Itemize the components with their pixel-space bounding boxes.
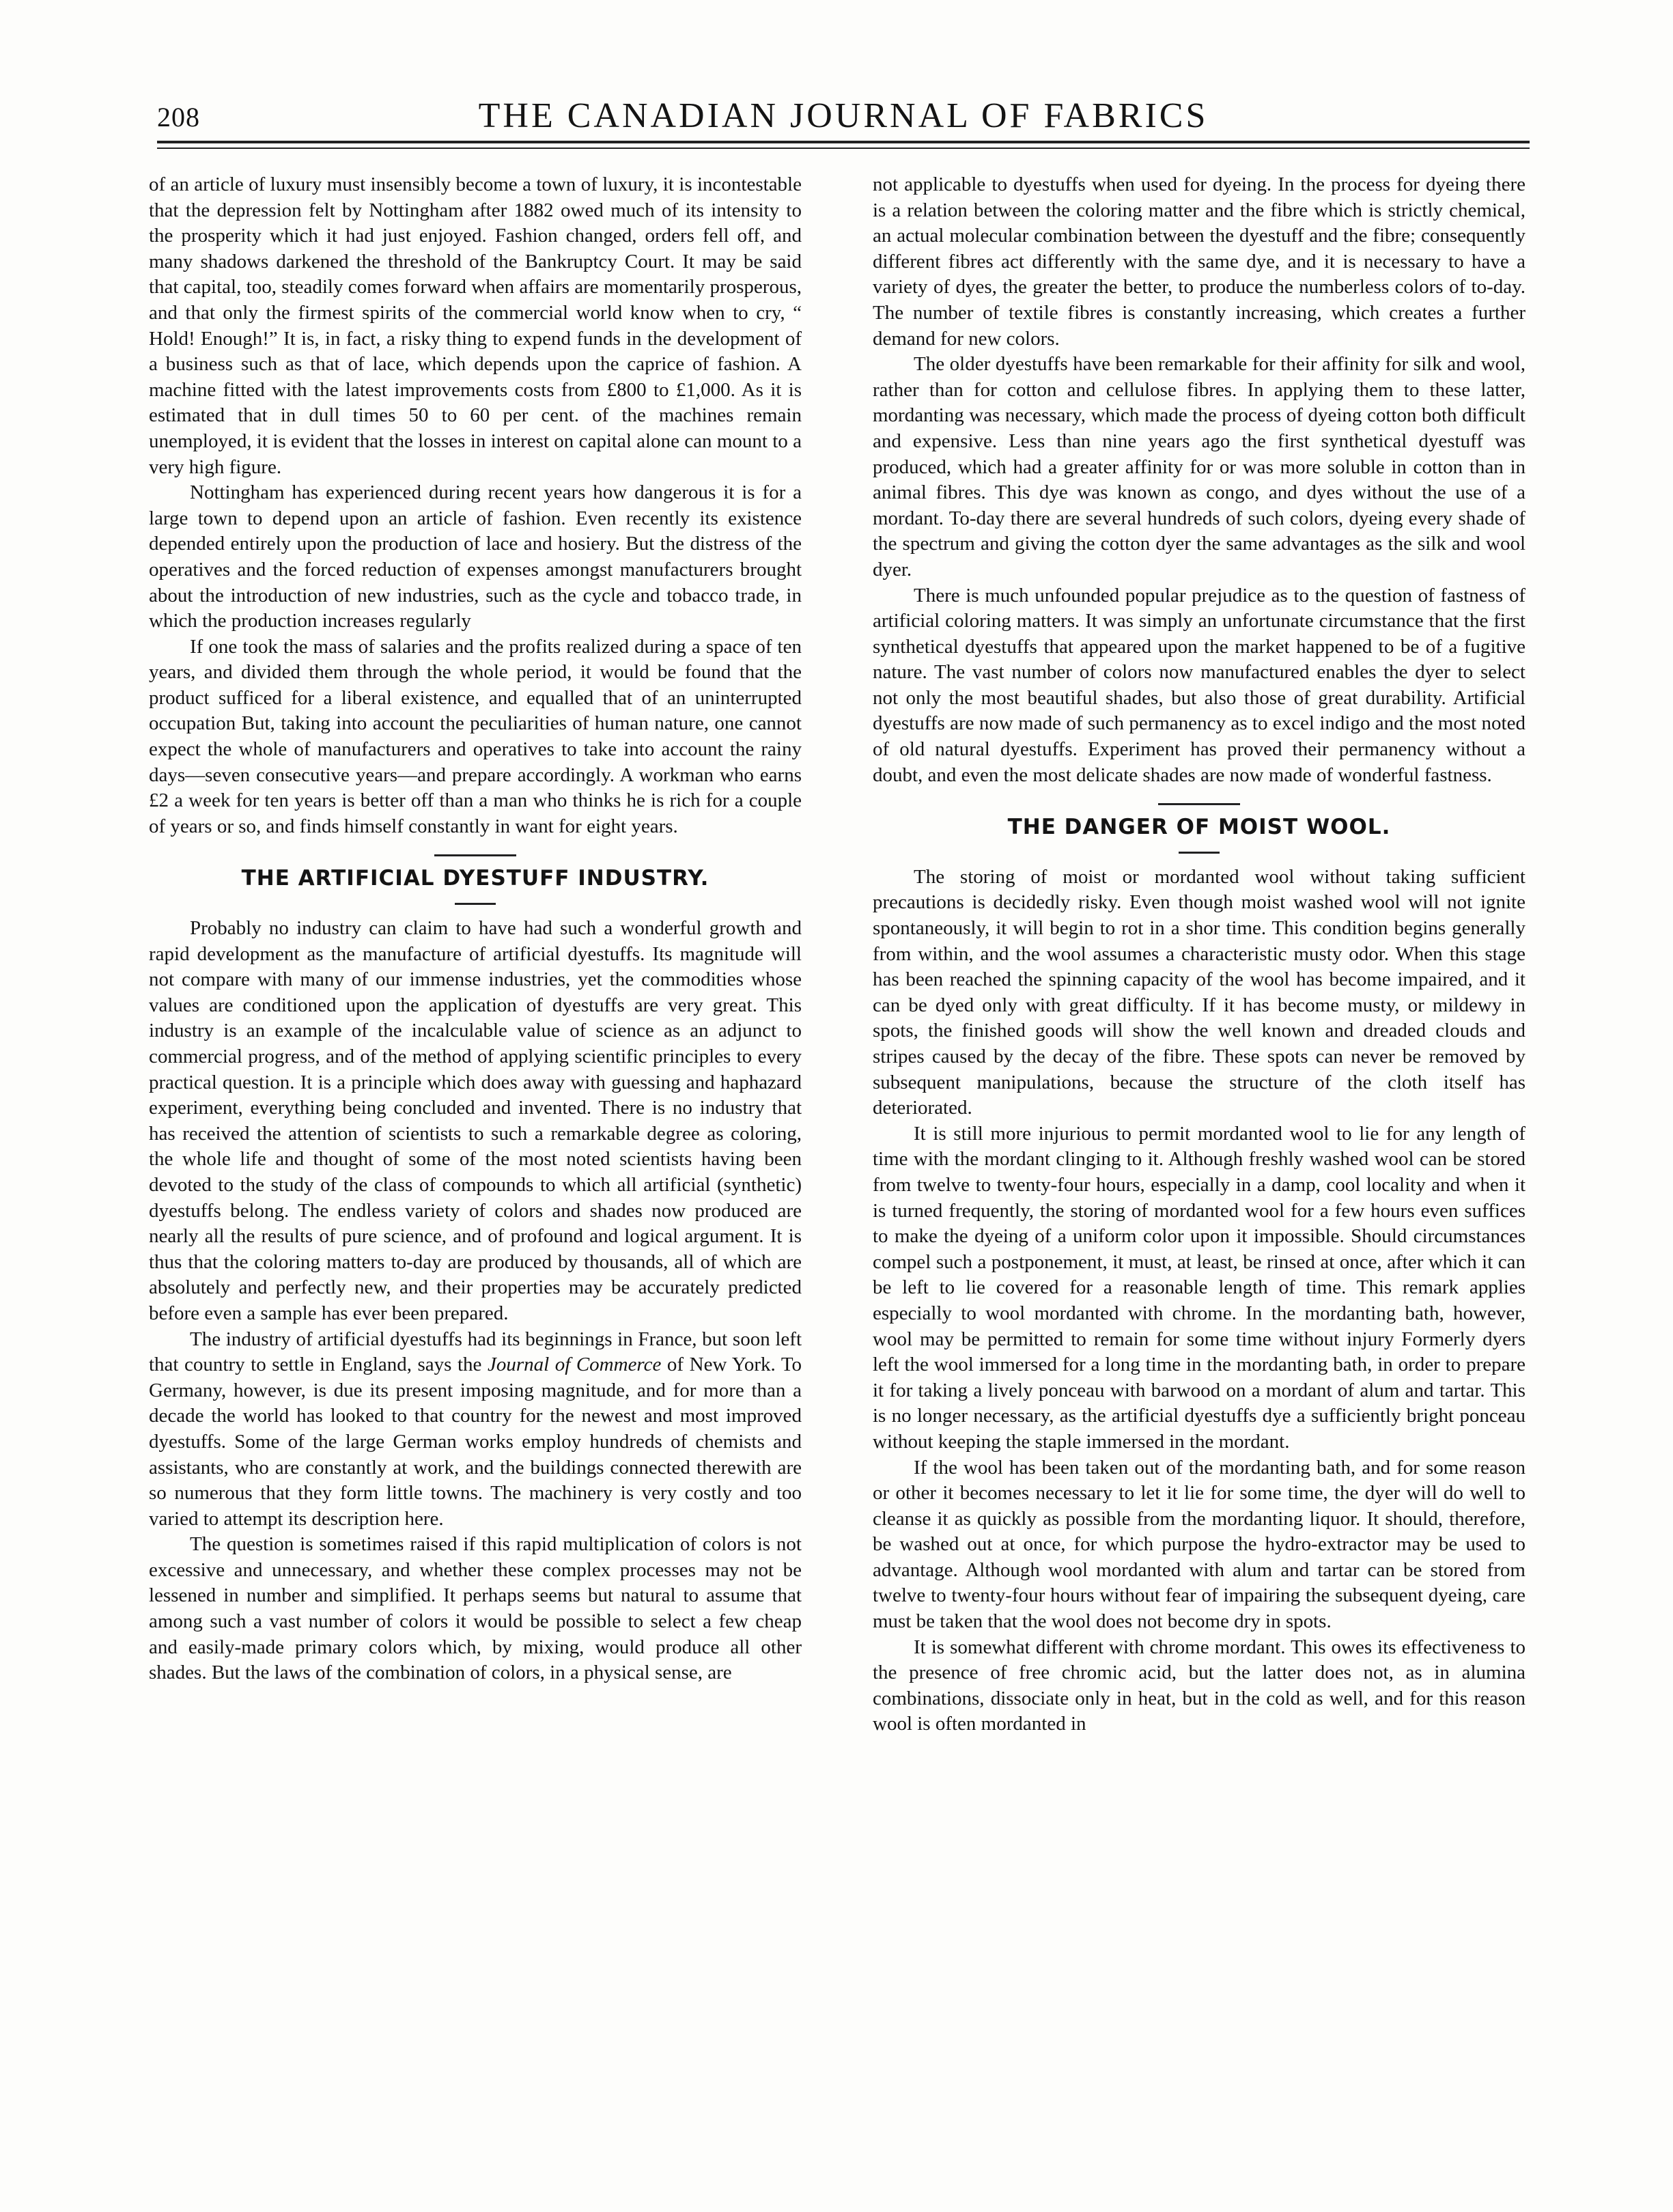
section-title: THE DANGER OF MOIST WOOL.	[1007, 815, 1391, 840]
paragraph: The storing of moist or mordanted wool without taking sufficient precautions is decidedly risky. Even though moist washed wool will not ignite spontaneously, it will begin to rot in a shor time. This condition begins generally from within, and the wool assumes a characteristic musty odor. When this stage has been reached the spinning capacity of the wool has become impaired, and it can be dyed only with great difficulty. If it has become musty, or mildewy in spots, the finished goods will show the well known and dreaded clouds and stripes caused by the decay of the fibre. These spots can never be removed by subsequent manipulations, because the structure of the cloth itself has deteriorated.	[873, 865, 1526, 1119]
section-divider	[1158, 803, 1240, 805]
paragraph-text: The industry of artificial dyestuffs had its beginnings in France, but soon left that country to settle in England, says the	[149, 1328, 802, 1376]
publication-name: Journal of Commerce	[487, 1354, 662, 1376]
right-column	[873, 172, 1526, 2173]
paragraph: not applicable to dyestuffs when used for dyeing. In the process for dyeing there is a relation between the coloring matter and the fibre which is strictly chemical, an actual molecular combination between the dyestuff and the fibre; consequently different fibres act differently with the same dye, and it is necessary to have a variety of dyes, the greater the better, to produce the numberless colors of to-day. The number of textile fibres is constantly increasing, which creates a further demand for new colors.	[873, 173, 1526, 350]
paragraph: The older dyestuffs have been remarkable for their affinity for silk and wool, rather than for cotton and cellulose fibres. In applying them to these latter, mordanting was necessary, which made the process of dyeing cotton both difficult and expensive. Less than nine years ago the first synthetical dyestuff was produced, which had a greater affinity for or was more soluble in cotton than in animal fibres. This dye was known as congo, and dyes without the use of a mordant. To-day there are several hundreds of such colors, dyeing every shade of the spectrum and giving the cotton dyer the same advantages as the silk and wool dyer.	[873, 353, 1526, 580]
section-title: THE ARTIFICIAL DYESTUFF INDUSTRY.	[241, 866, 709, 891]
title-underline	[1179, 852, 1220, 854]
title-underline	[455, 903, 496, 905]
paragraph: It is somewhat different with chrome mordant. This owes its effectiveness to the presence of free chromic acid, but the latter does not, as in alumina combinations, dissociate only in heat, but in the cold as well, and for this reason wool is often mordanted in	[873, 1636, 1526, 1735]
section-heading-block	[873, 803, 1526, 854]
paragraph: The question is sometimes raised if this rapid multiplication of colors is not excessive and unnecessary, and whether these complex processes may not be lessened in number and simplified. It perhaps seems but natural to assume that among such a vast number of colors it would be possible to select a few cheap and easily-made primary colors which, by mixing, would produce all other shades. But the laws of the combination of colors, in a physical sense, are	[149, 1533, 802, 1684]
section-divider	[434, 854, 516, 856]
paragraph: Probably no industry can claim to have had such a wonderful growth and rapid development as the manufacture of artificial dyestuffs. Its magnitude will not compare with many of our immense industries, yet the commodities whose values are conditioned upon the application of dyestuffs are very great. This industry is an example of the incalculable value of science as an adjunct to commercial progress, and of the method of applying scientific principles to every practical question. It is a principle which does away with guessing and haphazard experiment, everything being concluded and invented. There is no industry that has received the attention of scientists to such a remarkable degree as coloring, the whole life and thought of some of the most noted scientists having been devoted to the study of the class of compounds to which all artificial (synthetic) dyestuffs belong. The endless variety of colors and shades now produced are nearly all the results of pure science, and of profound and logical argument. It is thus that the coloring matters to-day are produced by thousands, all of which are absolutely and perfectly new, and their properties may be accurately predicted before even a sample has ever been prepared.	[149, 917, 802, 1324]
paragraph: Nottingham has experienced during recent years how dangerous it is for a large town to depend upon an article of fashion. Even recently its existence depended entirely upon the production of lace and hosiery. But the distress of the operatives and the forced reduction of expenses amongst manufacturers brought about the introduction of new industries, such as the cycle and tobacco trade, in which the production increases regularly	[149, 481, 802, 632]
running-header	[157, 81, 1530, 146]
page-number: 208	[157, 102, 200, 132]
section-heading-block	[149, 854, 802, 905]
paragraph: It is still more injurious to permit mordanted wool to lie for any length of time with the mordant clinging to it. Although freshly washed wool can be stored from twelve to twenty-four hours, especially in a damp, cool locality and when it is turned frequently, the storing of mordanted wool for a few hours even suffices to make the dyeing of a uniform color upon it impossible. Should circumstances compel such a postponement, it must, at least, be rinsed at once, after which it can be left to lie covered for a reasonable length of time. This remark applies especially to wool mordanted with chrome. In the mordanting bath, however, wool may be permitted to remain for some time without injury Formerly dyers left the wool immersed for a long time in the mordanting bath, in order to prepare it for taking a lively ponceau with barwood on a mordant of alum and tartar. This is no longer necessary, as the artificial dyestuffs dye a sufficiently bright ponceau without keeping the staple immersed in the mordant.	[873, 1122, 1526, 1453]
paragraph	[149, 1327, 802, 1532]
header-rule-thin	[157, 148, 1530, 149]
paragraph: of an article of luxury must insensibly become a town of luxury, it is incontestable that the depression felt by Nottingham after 1882 owed much of its intensity to the prosperity which it had just enjoyed. Fashion changed, orders fell off, and many shadows darkened the threshold of the Bankruptcy Court. It may be said that capital, too, steadily comes forward when affairs are momentarily prosperous, and that only the firmest spirits of the commercial world know when to cry, “ Hold! Enough!” It is, in fact, a risky thing to expend funds in the development of a business such as that of lace, which depends upon the caprice of fashion. A machine fitted with the latest improvements costs from £800 to £1,000. As it is estimated that in dull times 50 to 60 per cent. of the machines remain unemployed, it is evident that the losses in interest on capital alone can mount to a very high figure.	[149, 173, 802, 478]
left-column	[149, 172, 802, 2173]
paragraph: There is much unfounded popular prejudice as to the question of fastness of artificial coloring matters. It was simply an unfortunate circumstance that the first synthetical dyestuffs that appeared upon the market happened to be of a fugitive nature. The vast number of colors now manufactured enables the dyer to select not only the most beautiful shades, but also those of great durability. Artificial dyestuffs are now made of such permanency as to excel indigo and the most noted of old natural dyestuffs. Experiment has proved their permanency without a doubt, and even the most delicate shades are now made of wonderful fastness.	[873, 584, 1526, 786]
paragraph: If the wool has been taken out of the mordanting bath, and for some reason or other it becomes necessary to let it lie for some time, the dyer will do well to cleanse it as quickly as possible from the mordanting liquor. It should, therefore, be washed out at once, for which purpose the hydro-extractor may be used to advantage. Although wool mordanted with alum and tartar can be stored from twelve to twenty-four hours without fear of impairing the subsequent dyeing, care must be taken that the wool does not become dry in spots.	[873, 1456, 1526, 1633]
journal-title: THE CANADIAN JOURNAL OF FABRICS	[478, 96, 1209, 135]
paragraph-text: of New York. To Germany, however, is due its present imposing magnitude, and for more than a decade the world has looked to that country for the newest and most improved dyestuffs. Some of the large German works employ hundreds of chemists and assistants, who are constantly at work, and the buildings connected therewith are so numerous that they form little towns. The machinery is very costly and too varied to attempt its description here.	[149, 1354, 802, 1530]
header-rule-thick	[157, 141, 1530, 143]
paragraph: If one took the mass of salaries and the profits realized during a space of ten years, and divided them through the whole period, it would be found that the product sufficed for a liberal existence, and equalled that of an uninterrupted occupation But, taking into account the peculiarities of human nature, one cannot expect the whole of manufacturers and operatives to take into account the rainy days—seven consecutive years—and prepare accordingly. A workman who earns £2 a week for ten years is better off than a man who thinks he is rich for a couple of years or so, and finds himself constantly in want for eight years.	[149, 635, 802, 837]
